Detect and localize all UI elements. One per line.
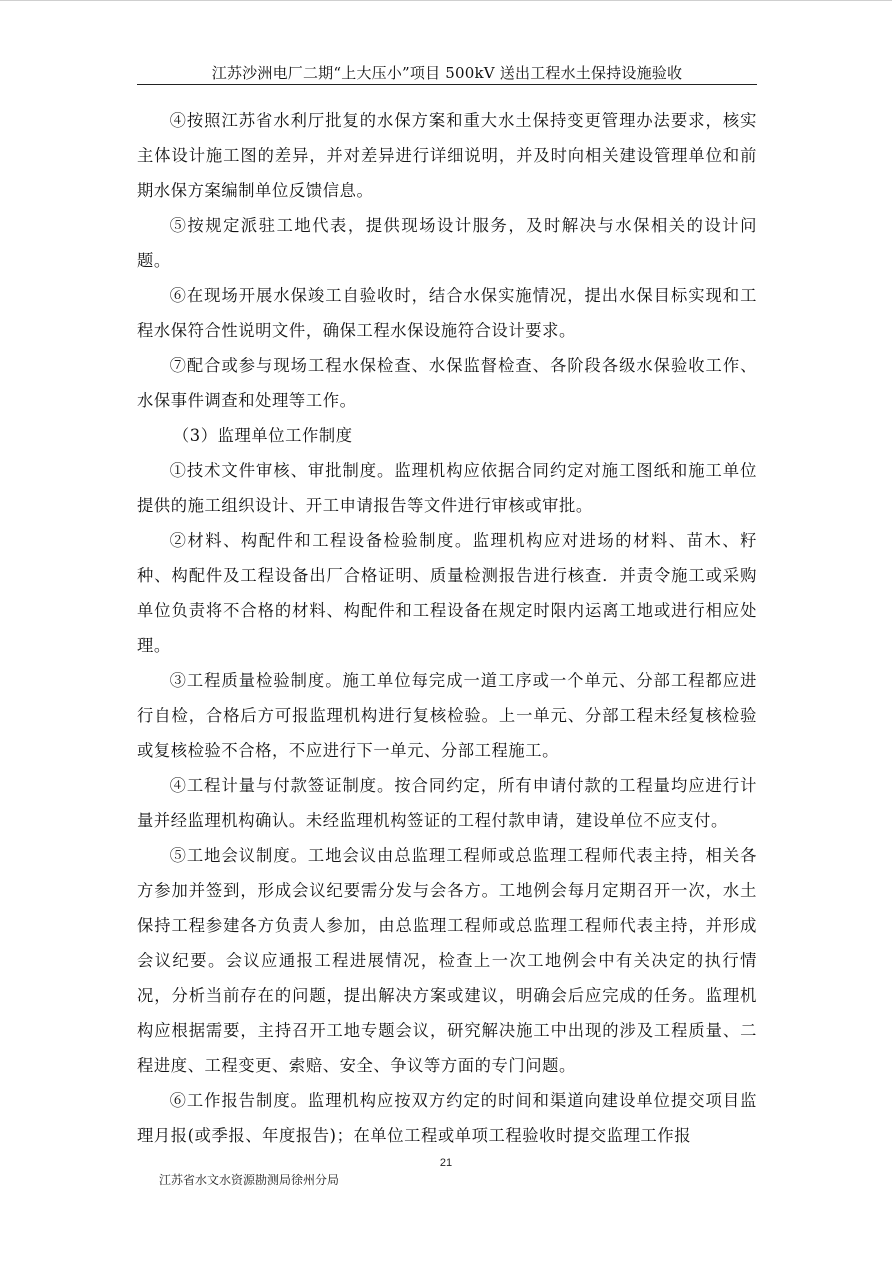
paragraph: ③工程质量检验制度。施工单位每完成一道工序或一个单元、分部工程都应进行自检，合格后方可报监理机构进行复核检验。上一单元、分部工程未经复核检验或复核检验不合格，不应进行下一单元、分部工程施工。 — [137, 671, 757, 760]
paragraph: ⑥在现场开展水保竣工自验收时，结合水保实施情况，提出水保目标实现和工程水保符合性说明文件，确保工程水保设施符合设计要求。 — [137, 286, 757, 340]
page-header-title: 江苏沙洲电厂二期“上大压小”项目 500kV 送出工程水土保持设施验收 — [211, 64, 683, 82]
body-text — [137, 103, 757, 1153]
header-divider — [137, 84, 757, 85]
paragraph: ⑦配合或参与现场工程水保检查、水保监督检查、各阶段各级水保验收工作、水保事件调查和处理等工作。 — [137, 356, 757, 410]
paragraph: ⑤按规定派驻工地代表，提供现场设计服务，及时解决与水保相关的设计问题。 — [137, 216, 757, 270]
paragraph: ④工程计量与付款签证制度。按合同约定，所有申请付款的工程量均应进行计量并经监理机构确认。未经监理机构签证的工程付款申请，建设单位不应支付。 — [137, 776, 757, 830]
paragraph: ⑥工作报告制度。监理机构应按双方约定的时间和渠道向建设单位提交项目监理月报(或季报、年度报告)；在单位工程或单项工程验收时提交监理工作报 — [137, 1091, 757, 1145]
paragraph: ①技术文件审核、审批制度。监理机构应依据合同约定对施工图纸和施工单位提供的施工组织设计、开工申请报告等文件进行审核或审批。 — [137, 461, 757, 515]
section-heading: （3）监理单位工作制度 — [172, 426, 353, 445]
page-top-border — [0, 0, 892, 1]
paragraph: ⑤工地会议制度。工地会议由总监理工程师或总监理工程师代表主持，相关各方参加并签到，形成会议纪要需分发与会各方。工地例会每月定期召开一次，水土保持工程参建各方负责人参加，由总监理工程师或总监理工程师代表主持，并形成会议纪要。会议应通报工程进展情况，检查上一次工地例会中有关决定的执行情况，分析当前存在的问题，提出解决方案或建议，明确会后应完成的任务。监理机构应根据需要，主持召开工地专题会议，研究解决施工中出现的涉及工程质量、二程进度、工程变更、索赔、安全、争议等方面的专门问题。 — [137, 846, 757, 1075]
paragraph: ④按照江苏省水利厅批复的水保方案和重大水土保持变更管理办法要求，核实主体设计施工图的差异，并对差异进行详细说明，并及时向相关建设管理单位和前期水保方案编制单位反馈信息。 — [137, 111, 757, 200]
page-number: 21 — [439, 1157, 453, 1169]
footer-organization: 江苏省水文水资源勘测局徐州分局 — [159, 1173, 340, 1187]
paragraph: ②材料、构配件和工程设备检验制度。监理机构应对进场的材料、苗木、籽种、构配件及工程设备出厂合格证明、质量检测报告进行核查．并责令施工或采购单位负责将不合格的材料、构配件和工程设备在规定时限内运离工地或进行相应处理。 — [137, 531, 757, 655]
